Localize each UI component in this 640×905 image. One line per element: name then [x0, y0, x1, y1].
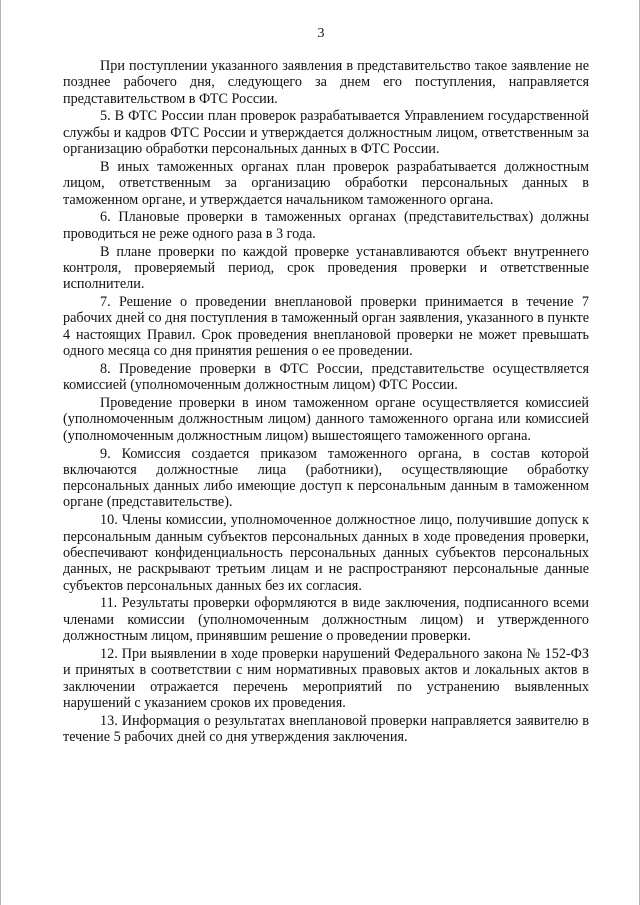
paragraph-13: 13. Информация о результатах внеплановой проверки направляется заявителю в течение 5 рабочих дней со дня утверждения заключения. — [63, 712, 589, 745]
paragraph-5-other-organs: В иных таможенных органах план проверок разрабатывается должностным лицом, ответственным за организацию обработки персональных данных в таможенном органе, и утверждается начальником таможенного органа. — [63, 158, 589, 208]
paragraph-6-plan-contents: В плане проверки по каждой проверке устанавливаются объект внутреннего контроля, проверяемый период, срок проведения проверки и ответственные исполнители. — [63, 243, 589, 293]
paragraph-7: 7. Решение о проведении внеплановой проверки принимается в течение 7 рабочих дней со дня поступления в таможенный орган заявления, указанного в пункте 4 настоящих Правил. Срок проведения внеплановой проверки не может превышать одного месяца со дня принятия решения о ее проведении. — [63, 294, 589, 360]
paragraph-8: 8. Проведение проверки в ФТС России, представительстве осуществляется комиссией (уполномоченным должностным лицом) ФТС России. — [63, 360, 589, 394]
paragraph-6: 6. Плановые проверки в таможенных органах (представительствах) должны проводиться не реже одного раза в 3 года. — [63, 209, 589, 242]
paragraph-11: 11. Результаты проверки оформляются в виде заключения, подписанного всеми членами комиссии (уполномоченным должностным лицом) и утвержденного должностным лицом, принявшим решение о проведении проверки. — [63, 595, 589, 645]
page-number: 3 — [317, 26, 325, 41]
paragraph-8-other-organs: Проведение проверки в ином таможенном органе осуществляется комиссией (уполномоченным должностным лицом) данного таможенного органа или комиссией (уполномоченным должностным лицом) вышестоящего таможенного органа. — [63, 395, 589, 444]
paragraph-9: 9. Комиссия создается приказом таможенного органа, в состав которой включаются должностные лица (работники), осуществляющие обработку персональных данных либо имеющие доступ к персональным данным в таможенном органе (представительстве). — [63, 445, 589, 511]
paragraph-10: 10. Члены комиссии, уполномоченное должностное лицо, получившие допуск к персональным данным субъектов персональных данных в ходе проведения проверки, обеспечивают конфиденциальность персональных данных субъектов персональных данных, не раскрывают третьим лицам и не распространяют персональные данные субъектов персональных данных без их согласия. — [63, 512, 589, 594]
paragraph-12: 12. При выявлении в ходе проверки нарушений Федерального закона № 152-ФЗ и принятых в соответствии с ним нормативных правовых актов и локальных актов в заключении отражается перечень мероприятий по устранению выявленных нарушений с указанием сроков их проведения. — [63, 645, 589, 711]
paragraph-intro: При поступлении указанного заявления в представительство такое заявление не позднее рабочего дня, следующего за днем его поступления, направляется представительством в ФТС России. — [63, 58, 589, 107]
paragraph-5: 5. В ФТС России план проверок разрабатывается Управлением государственной службы и кадров ФТС России и утверждается должностным лицом, ответственным за организацию обработки персональных данных в ФТС России. — [63, 108, 589, 158]
document-body — [63, 58, 589, 747]
